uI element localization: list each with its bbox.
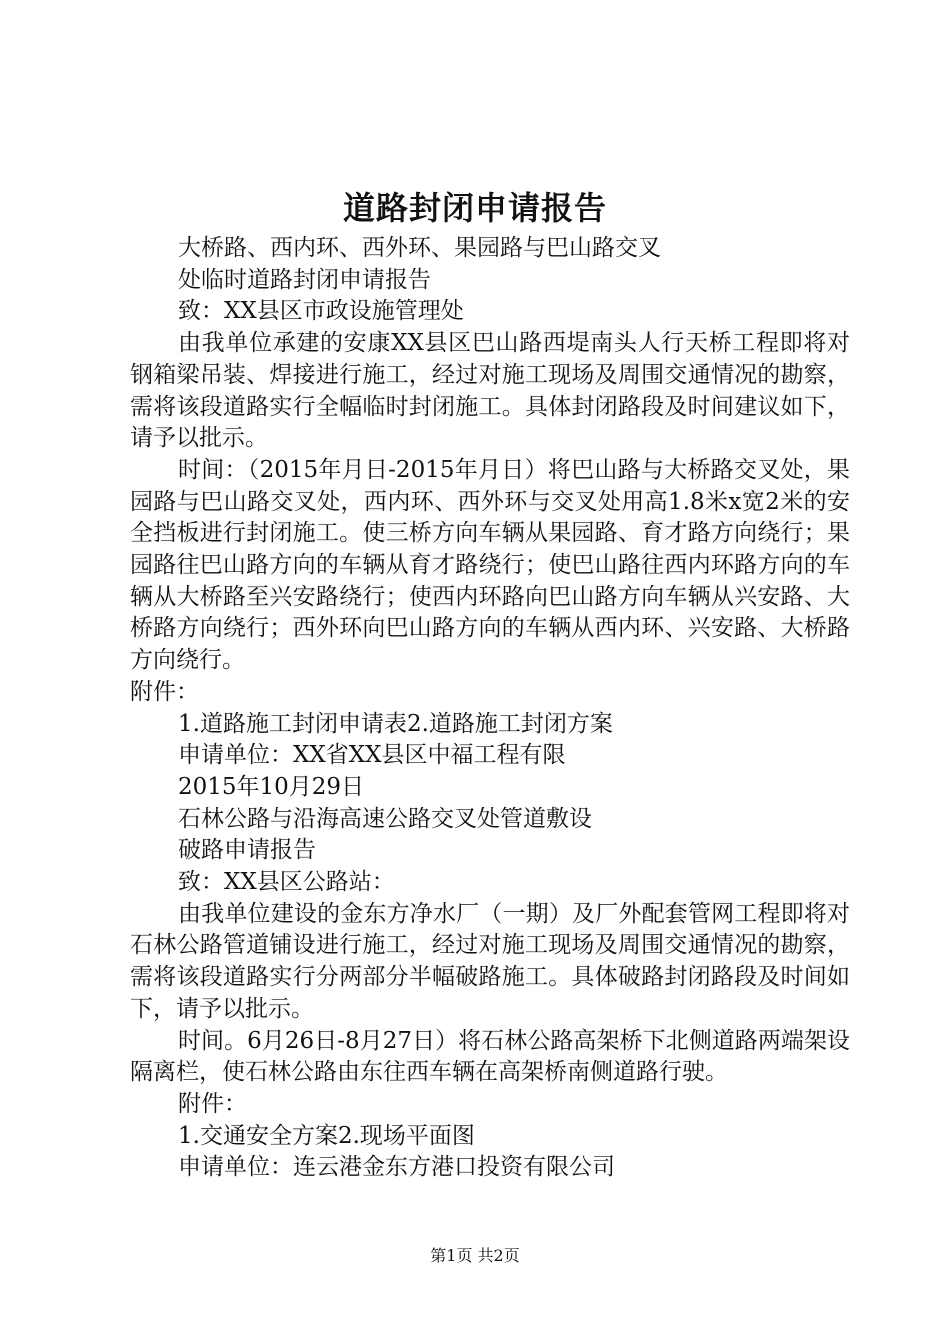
paragraph-addressee: 致：XX县区市政设施管理处: [178, 298, 464, 325]
paragraph-second-applicant: 申请单位：连云港金东方港口投资有限公司: [178, 1154, 615, 1181]
document-title: 道路封闭申请报告: [342, 189, 607, 227]
paragraph-second-intro: 由我单位建设的金东方净水厂（一期）及厂外配套管网工程即将对石林公路管道铺设进行施工，经过对施工现场及周围交通情况的勘察，需将该段道路实行分两部分半幅破路施工。具体破路封闭路段及时间如下，请予以批示。: [130, 900, 850, 1022]
paragraph-applicant: 申请单位：XX省XX县区中福工程有限: [178, 742, 566, 769]
paragraph-attachment-label: 附件：: [130, 678, 199, 705]
paragraph-heading-line2: 处临时道路封闭申请报告: [178, 266, 431, 293]
page-footer: 第1页 共2页: [430, 1246, 520, 1265]
document-body: [130, 233, 850, 1184]
paragraph-second-heading-line1: 石林公路与沿海高速公路交叉处管道敷设: [178, 805, 592, 832]
paragraph-second-time-detail: 时间。6月26日-8月27日）将石林公路高架桥下北侧道路两端架设隔离栏，使石林公路由东往西车辆在高架桥南侧道路行驶。: [130, 1027, 850, 1086]
paragraph-time-detail: 时间：（2015年月日-2015年月日）将巴山路与大桥路交叉处，果园路与巴山路交叉处，西内环、西外环与交叉处用高1.8米x宽2米的安全挡板进行封闭施工。使三桥方向车辆从果园路、育才路方向绕行；果园路往巴山路方向的车辆从育才路绕行；使巴山路往西内环路方向的车辆从大桥路至兴安路绕行；使西内环路向巴山路方向车辆从兴安路、大桥路方向绕行；西外环向巴山路方向的车辆从西内环、兴安路、大桥路方向绕行。: [130, 456, 850, 674]
paragraph-heading-line1: 大桥路、西内环、西外环、果园路与巴山路交叉: [178, 235, 661, 261]
paragraph-second-attachment-label: 附件：: [178, 1090, 247, 1117]
paragraph-second-heading-line2: 破路申请报告: [178, 837, 316, 864]
paragraph-date: 2015年10月29日: [178, 773, 365, 800]
paragraph-second-addressee: 致：XX县区公路站：: [178, 869, 395, 896]
paragraph-second-attachment-list: 1.交通安全方案2.现场平面图: [178, 1122, 475, 1149]
paragraph-attachment-list: 1.道路施工封闭申请表2.道路施工封闭方案: [178, 710, 613, 737]
paragraph-intro: 由我单位承建的安康XX县区巴山路西堤南头人行天桥工程即将对钢箱梁吊装、焊接进行施工，经过对施工现场及周围交通情况的勘察，需将该段道路实行全幅临时封闭施工。具体封闭路段及时间建议如下，请予以批示。: [130, 330, 850, 452]
